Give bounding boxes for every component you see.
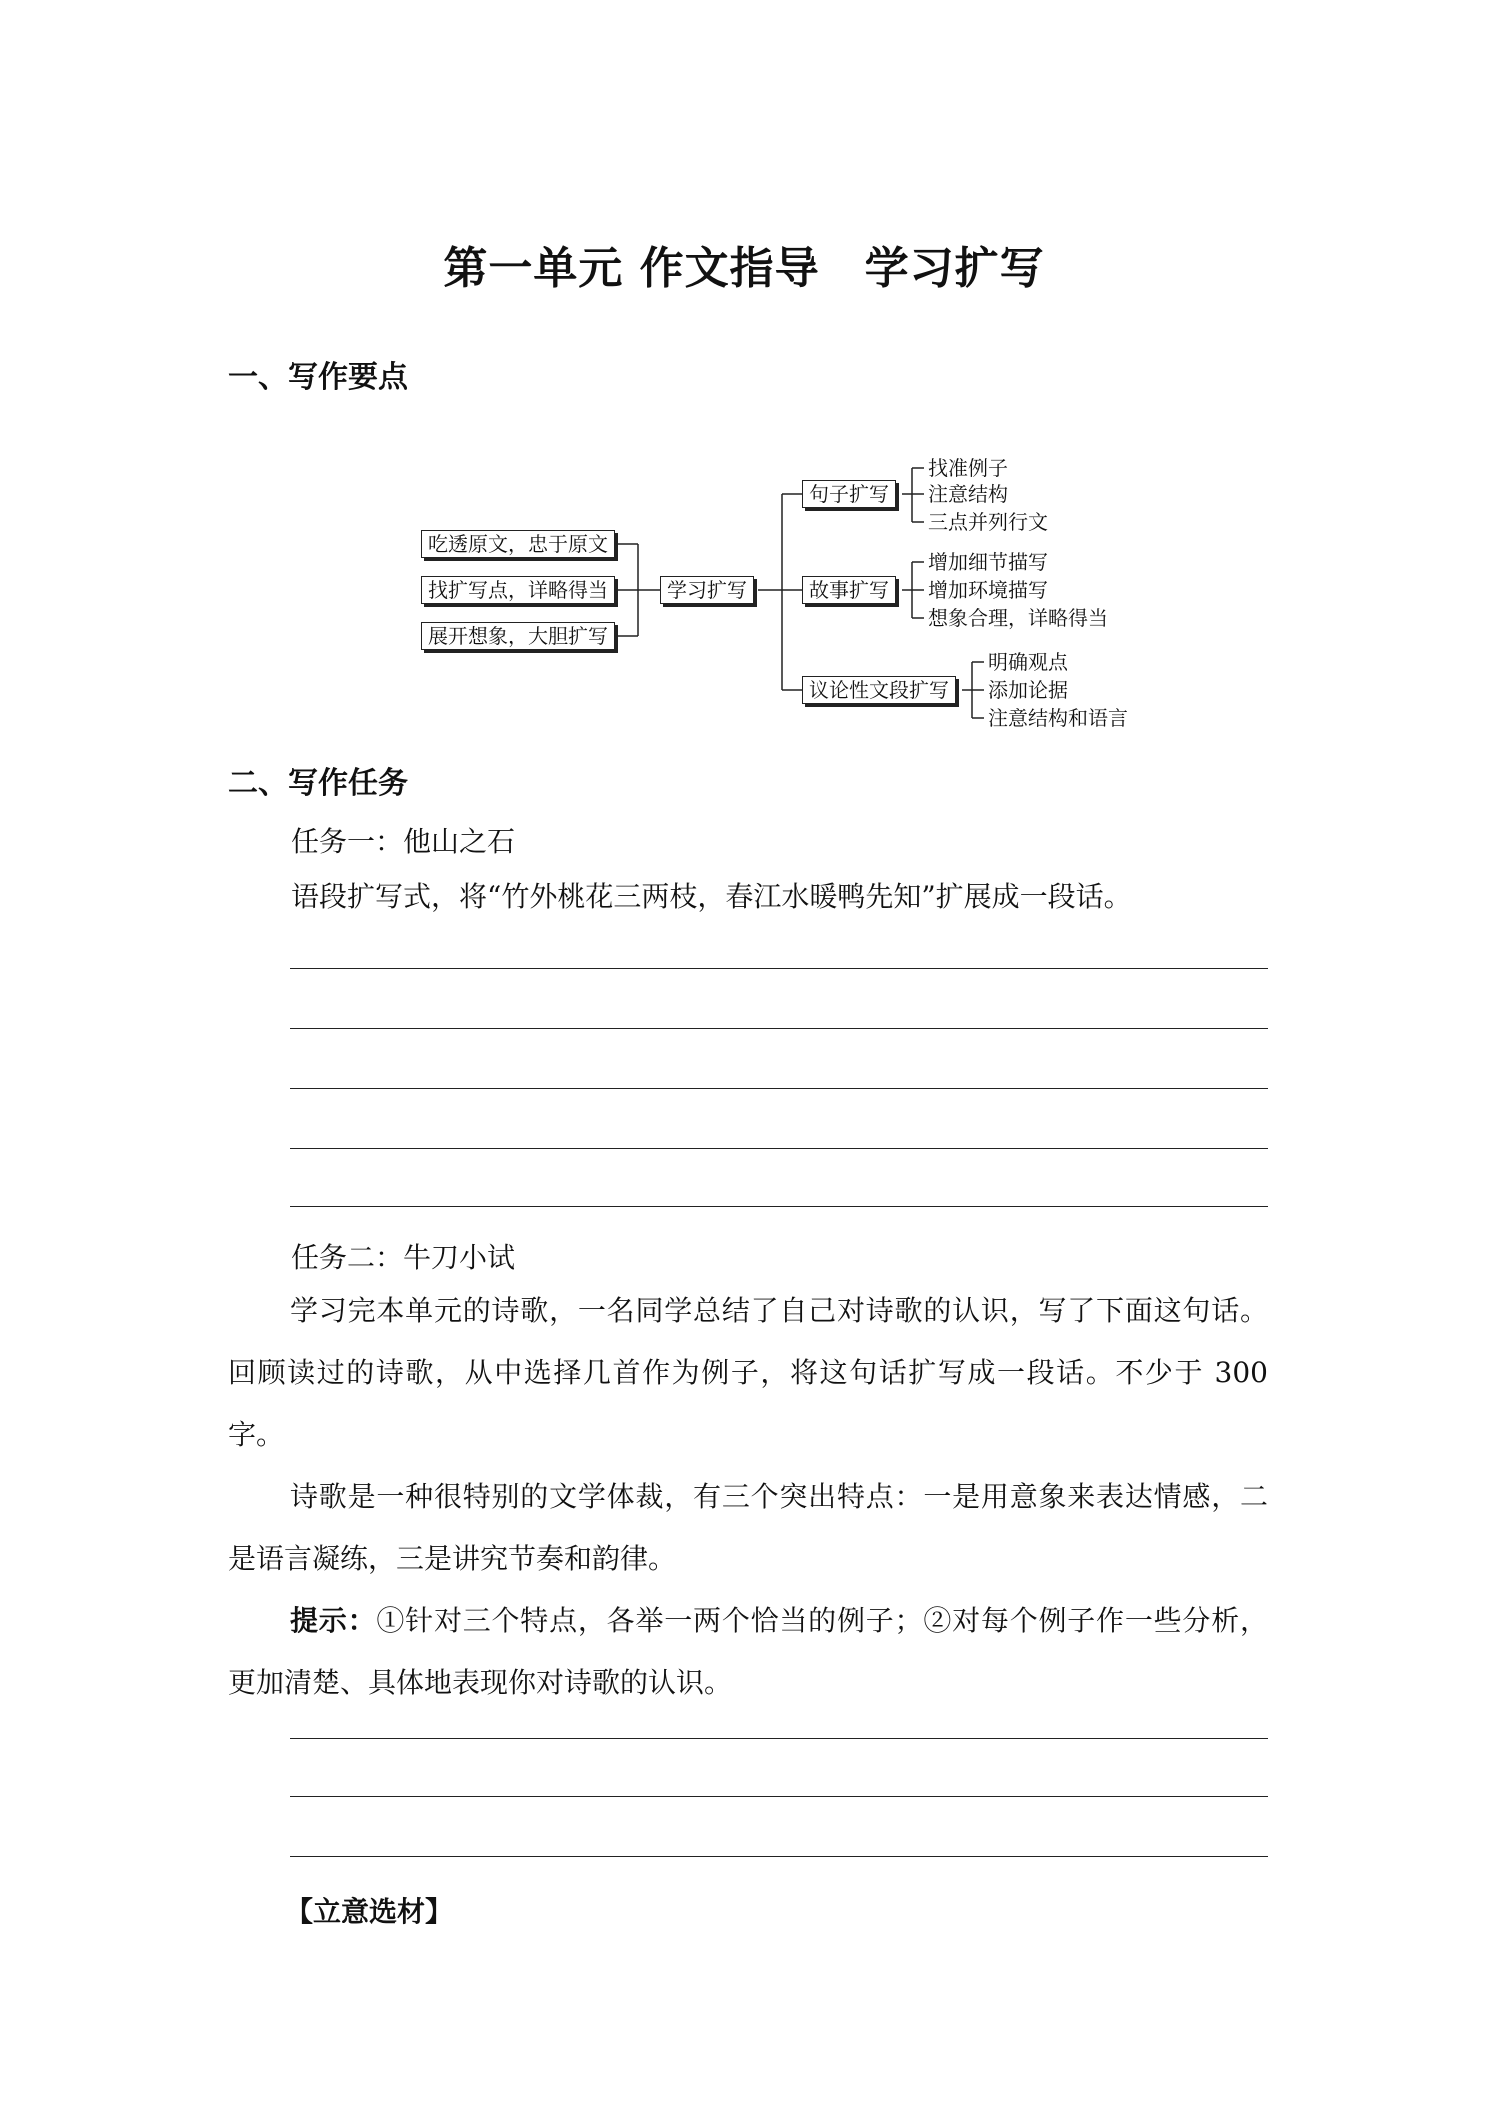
mindmap-left-node: 展开想象，大胆扩写 bbox=[421, 622, 615, 650]
task1-prompt: 语段扩写式，将“竹外桃花三两枝，春江水暖鸭先知”扩展成一段话。 bbox=[291, 880, 1132, 913]
answer-line[interactable] bbox=[290, 1028, 1268, 1029]
mindmap-leaf: 增加环境描写 bbox=[928, 578, 1048, 602]
hint-label: 提示： bbox=[290, 1604, 377, 1637]
mindmap-leaf: 找准例子 bbox=[928, 456, 1008, 480]
mindmap-branch-node: 议论性文段扩写 bbox=[802, 676, 956, 704]
answer-line[interactable] bbox=[290, 1796, 1268, 1797]
answer-line[interactable] bbox=[290, 1738, 1268, 1739]
task2-paragraph: 学习完本单元的诗歌，一名同学总结了自己对诗歌的认识，写了下面这句话。回顾读过的诗歌，从中选择几首作为例子，将这句话扩写成一段话。不少于 300 字。 bbox=[228, 1294, 1268, 1451]
mindmap-left-node: 吃透原文，忠于原文 bbox=[421, 530, 615, 558]
mindmap-left-node: 找扩写点，详略得当 bbox=[421, 576, 615, 604]
mindmap-center-node: 学习扩写 bbox=[660, 576, 754, 604]
page-title: 第一单元 作文指导 学习扩写 bbox=[443, 243, 1045, 294]
answer-line[interactable] bbox=[290, 1148, 1268, 1149]
hint-text: ①针对三个特点，各举一两个恰当的例子；②对每个例子作一些分析，更加清楚、具体地表现你对诗歌的认识。 bbox=[228, 1604, 1268, 1699]
section-heading-writing-tasks: 二、写作任务 bbox=[228, 766, 408, 801]
task1-title: 任务一：他山之石 bbox=[291, 825, 516, 858]
mindmap-leaf: 增加细节描写 bbox=[928, 550, 1048, 574]
mindmap-branch-node: 故事扩写 bbox=[802, 576, 896, 604]
mindmap-branch-node: 句子扩写 bbox=[802, 480, 896, 508]
mindmap-leaf: 添加论据 bbox=[988, 678, 1068, 702]
answer-line[interactable] bbox=[290, 1856, 1268, 1857]
answer-line[interactable] bbox=[290, 968, 1268, 969]
mindmap-leaf: 想象合理，详略得当 bbox=[928, 606, 1108, 630]
answer-line[interactable] bbox=[290, 1206, 1268, 1207]
task2-title: 任务二：牛刀小试 bbox=[291, 1241, 516, 1274]
answer-line[interactable] bbox=[290, 1088, 1268, 1089]
mindmap-leaf: 明确观点 bbox=[988, 650, 1068, 674]
mindmap-connectors bbox=[0, 0, 1488, 760]
mindmap-leaf: 注意结构和语言 bbox=[988, 706, 1128, 730]
task2-quote-paragraph: 诗歌是一种很特别的文学体裁，有三个突出特点：一是用意象来表达情感，二是语言凝练，三是讲究节奏和韵律。 bbox=[228, 1480, 1268, 1575]
section-heading-key-points: 一、写作要点 bbox=[228, 360, 408, 395]
task2-hint bbox=[228, 1590, 1268, 1714]
material-heading: 【立意选材】 bbox=[285, 1895, 454, 1928]
mindmap-leaf: 注意结构 bbox=[928, 482, 1008, 506]
mindmap-leaf: 三点并列行文 bbox=[928, 510, 1048, 534]
